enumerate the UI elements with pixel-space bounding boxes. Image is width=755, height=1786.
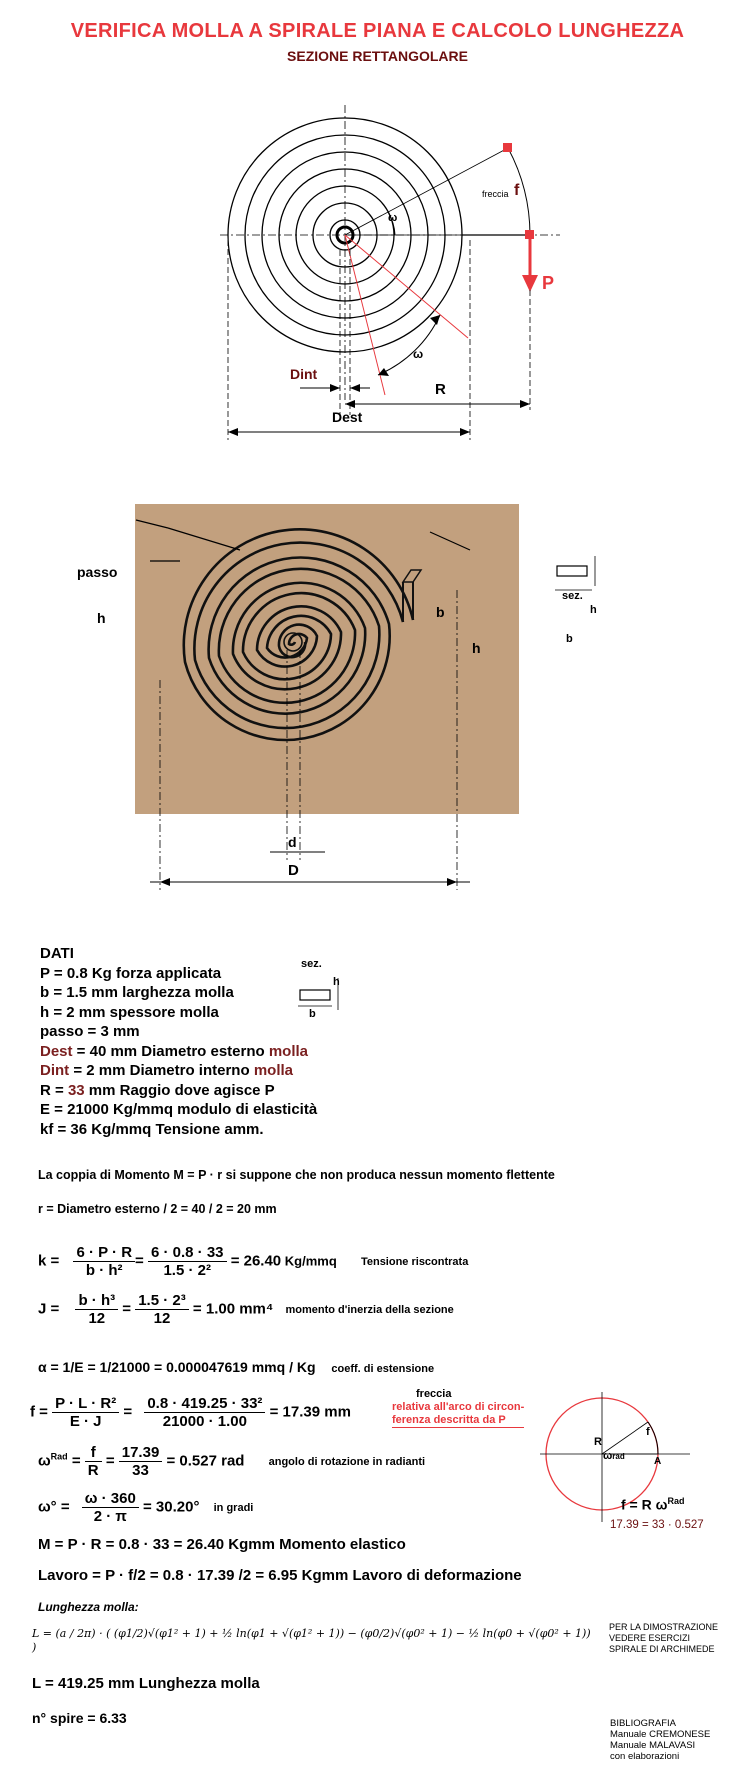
small-omega-label: ωrad	[603, 1450, 625, 1462]
radius-r-label: R	[435, 381, 446, 398]
dati-block	[40, 944, 317, 1139]
sez-h-label: h	[590, 604, 597, 616]
dati-sez-label: sez.	[301, 958, 322, 970]
sez-label: sez.	[562, 590, 583, 602]
demo-note: PER LA DIMOSTRAZIONE VEDERE ESERCIZI SPIRALE DI ARCHIMEDE	[609, 1622, 719, 1654]
omega-deg-formula: ω° = $\frac{\omega \cdot 360}{2 \cdot \pi}$ = 30.20° in gradi	[38, 1490, 254, 1525]
d-label: d	[288, 834, 297, 850]
dati-line: kf = 36 Kg/mmq Tensione amm.	[40, 1120, 264, 1138]
dint-label: Dint	[290, 366, 318, 382]
passo-label: passo	[77, 564, 118, 580]
moment-line: M = P · R = 0.8 · 33 = 26.40 Kgmm Momento elastico	[38, 1536, 406, 1553]
dati-sez-h: h	[333, 976, 340, 988]
dest-label: Dest	[332, 409, 363, 425]
h-label: h	[97, 610, 106, 626]
point-marker	[525, 230, 534, 239]
archimedes-formula: L = (a / 2π) · ( (φ1/2)√(φ1² + 1) + ½ ln(φ1 + √(φ1² + 1)) − (φ0/2)√(φ0² + 1) − ½ ln(φ0 + √(φ0² + 1)) )	[32, 1627, 591, 1654]
omega-rad-formula: $\omega^{Rad}$ = $\frac{f}{R}$ = $\frac{17.39}{33}$ = 0.527 rad angolo di rotazione in radianti	[38, 1444, 426, 1479]
b-label: b	[436, 604, 445, 620]
lavoro-line: Lavoro = P · f/2 = 0.8 · 17.39 /2 = 6.95 Kgmm Lavoro di deformazione	[38, 1567, 522, 1584]
bibliography: BIBLIOGRAFIA Manuale CREMONESE Manuale MALAVASI con elaborazioni	[610, 1718, 711, 1762]
k-formula: k = $\frac{6 \cdot P \cdot R}{\text{b · h²}}$ = $\frac{6 \cdot 0.8 \cdot 33}{\text{1.5 · 2²}}$ = 26.40 Kg/mmq Tensione riscontrata	[38, 1244, 469, 1279]
photo-h-label: h	[472, 640, 481, 656]
f-formula: f = $\frac{\text{P · L · R²}}{E \cdot J}$ = $\frac{\text{0.8 · 419.25 · 33²}}{21000 \cdot 1.00}$ = 17.39 mm	[30, 1395, 351, 1430]
spring-diagram-top	[0, 0, 755, 460]
lunghezza-label: Lunghezza molla:	[38, 1600, 139, 1614]
freccia-label: freccia	[482, 189, 509, 199]
alpha-line: α = 1/E = 1/21000 = 0.000047619 mmq / Kg coeff. di estensione	[38, 1359, 435, 1375]
f-note: freccia relativa all'arco di circon- ferenza descritta da P	[392, 1388, 525, 1426]
relation-values: 17.39 = 33 · 0.527	[610, 1519, 704, 1531]
dati-heading: DATI	[40, 945, 74, 962]
j-formula: J = $\frac{\text{b · h³}}{12}$ = $\frac{\text{1.5 · 2³}}{12}$ = 1.00 mm⁴ momento d'inerzia della sezione	[38, 1292, 454, 1327]
dati-line: E = 21000 Kg/mmq modulo di elasticità	[40, 1101, 318, 1118]
f-label: f	[514, 182, 520, 199]
small-r-label: R	[594, 1436, 602, 1448]
spire-count: n° spire = 6.33	[32, 1710, 127, 1726]
spring-diagram-photo	[0, 490, 755, 910]
dati-section-sketch	[290, 970, 360, 1015]
length-result: L = 419.25 mm Lunghezza molla	[32, 1675, 260, 1692]
dati-line: Dest = 40 mm Diametro esterno molla	[40, 1042, 309, 1060]
page-title: VERIFICA MOLLA A SPIRALE PIANA E CALCOLO LUNGHEZZA	[70, 20, 685, 42]
omega-small-label: ω	[388, 212, 398, 224]
small-f-label: f	[646, 1426, 650, 1438]
page-subtitle: SEZIONE RETTANGOLARE	[287, 48, 468, 64]
dati-line: R = 33 mm Raggio dove agisce P	[40, 1081, 275, 1099]
force-p-label: P	[542, 273, 555, 293]
omega-label: ω	[413, 347, 424, 361]
sez-b-label: b	[566, 633, 573, 645]
dati-line: P = 0.8 Kg forza applicata	[40, 964, 222, 982]
dati-line: passo = 3 mm	[40, 1023, 140, 1040]
relation-formula: f = R $\omega^{Rad}$	[621, 1496, 685, 1513]
small-a-label: A	[654, 1456, 662, 1467]
dati-sez-b: b	[309, 1008, 316, 1020]
dati-line: Dint = 2 mm Diametro interno molla	[40, 1062, 293, 1079]
coppia-text: La coppia di Momento M = P · r si suppone che non produca nessun momento flettente	[38, 1168, 555, 1182]
dati-line: b = 1.5 mm larghezza molla	[40, 984, 234, 1001]
dati-line: h = 2 mm spessore molla	[40, 1003, 219, 1021]
force-arrow	[522, 275, 538, 292]
point-marker	[503, 143, 512, 152]
r-line: r = Diametro esterno / 2 = 40 / 2 = 20 mm	[38, 1202, 277, 1216]
diameter-D-label: D	[288, 862, 299, 879]
